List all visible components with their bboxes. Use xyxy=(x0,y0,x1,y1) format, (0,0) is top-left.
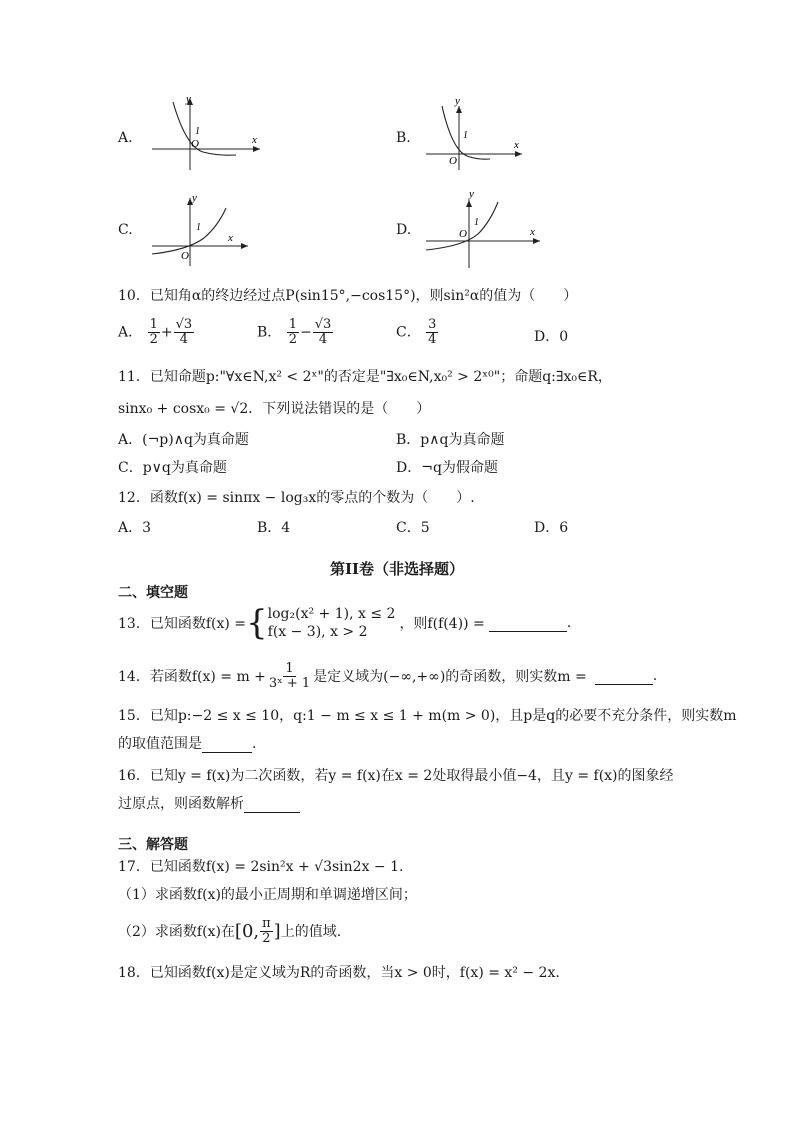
answer-blank[interactable] xyxy=(244,796,300,813)
answer-blank[interactable] xyxy=(595,668,653,685)
fraction: $\frac{1}{2}$ xyxy=(288,317,298,347)
q13-suffix: ，则f(f(4)) = xyxy=(399,616,485,632)
q12-option-b: B．4 xyxy=(257,520,291,536)
q14-end: . xyxy=(652,668,658,684)
fraction: $\frac{1}{2}$ xyxy=(149,317,158,347)
y-axis-label: y xyxy=(469,188,474,200)
x-axis-label: x xyxy=(514,139,519,151)
y-axis-label: y xyxy=(192,192,197,204)
case-1: log₂(x² + 1), x ≤ 2 xyxy=(267,606,396,622)
x-axis-label: x xyxy=(530,226,535,238)
q14-suffix: 是定义域为(−∞,+∞)的奇函数，则实数m = xyxy=(313,669,587,685)
q12-option-d: D．6 xyxy=(534,520,569,536)
q18-stem: 18．已知函数f(x)是定义域为R的奇函数，当x > 0时，f(x) = x² − 2x. xyxy=(118,965,560,981)
option-label: C． xyxy=(396,324,421,341)
q10-option-b: B． $\frac{1}{2}$ − $\frac{√3}{4}$ xyxy=(257,317,332,347)
option-label: C. xyxy=(118,222,133,238)
option-label: A． xyxy=(118,324,143,341)
q16-line2: 过原点，则函数解析 xyxy=(118,793,300,813)
q15-line2: 的取值范围是 . xyxy=(118,736,257,752)
tick-label: 1 xyxy=(474,217,479,228)
origin-label: O xyxy=(459,228,467,240)
q13 xyxy=(118,600,571,646)
q12-stem: 12．函数f(x) = sinπx − log₃x的零点的个数为（ ）. xyxy=(118,490,475,506)
q12-option-c: C．5 xyxy=(396,520,430,536)
q10-option-a: A． $\frac{1}{2}$ + $\frac{√3}{4}$ xyxy=(118,317,193,347)
option-label: B． xyxy=(257,324,282,341)
q15-line1: 15．已知p:−2 ≤ x ≤ 10，q:1 − m ≤ x ≤ 1 + m(m > 0)，且p是q的必要不充分条件，则实数m xyxy=(118,708,737,724)
q13-prefix: 13．已知函数f(x) = xyxy=(118,616,246,632)
q11-option-a: A．(¬p)∧q为真命题 xyxy=(118,432,249,448)
q10-option-d: D．0 xyxy=(534,329,569,345)
fraction: $\frac{1}{\text{3ˣ + 1}}$ xyxy=(268,660,311,691)
fraction: $\frac{3}{4}$ xyxy=(428,317,437,347)
fraction: $\frac{\pi}{2}$ xyxy=(262,915,271,946)
fraction: $\frac{√3}{4}$ xyxy=(314,317,332,347)
option-label: D. xyxy=(396,222,412,238)
graph-b-icon xyxy=(422,92,542,172)
q11-option-d: D．¬q为假命题 xyxy=(396,460,498,476)
case-2: f(x − 3), x > 2 xyxy=(267,624,368,640)
q17-part2: （2）求函数f(x)在 [0, $\frac{\pi}{2}$ ] 上的值域. xyxy=(118,915,342,946)
answer-blank[interactable] xyxy=(202,736,252,753)
option-label: A. xyxy=(118,130,133,146)
q13-end: . xyxy=(566,615,572,631)
origin-label: O xyxy=(191,138,199,150)
q10-option-c xyxy=(396,318,439,347)
q17-part1: （1）求函数f(x)的最小正周期和单调递增区间； xyxy=(118,887,417,903)
q11-line2: sinx₀ + cosx₀ = √2．下列说法错误的是（ ） xyxy=(118,401,431,417)
x-axis-label: x xyxy=(228,232,233,244)
q11-option-b: B．p∧q为真命题 xyxy=(396,432,505,448)
fraction: $\frac{√3}{4}$ xyxy=(175,317,193,347)
q12-option-a: A．3 xyxy=(118,520,152,536)
y-axis-label: y xyxy=(455,95,460,107)
x-axis-label: x xyxy=(252,134,257,146)
origin-label: O xyxy=(181,250,189,262)
section-heading: 二、填空题 xyxy=(118,585,188,601)
q11-line1: 11．已知命题p:"∀x∈N,x² < 2ˣ"的否定是"∃x₀∈N,x₀² > 2ˣ⁰"；命题q:∃x₀∈R， xyxy=(118,369,612,385)
graph-a-icon xyxy=(148,92,268,172)
tick-label: 1 xyxy=(196,222,201,233)
tick-label: 1 xyxy=(463,130,468,141)
q11-option-c: C．p∨q为真命题 xyxy=(118,460,227,476)
answer-blank[interactable] xyxy=(489,615,567,632)
q14-prefix: 14．若函数f(x) = m + xyxy=(118,669,266,685)
q10-stem: 10．已知角α的终边经过点P(sin15°,−cos15°)，则sin²α的值为（ ） xyxy=(118,288,578,304)
q16-line1: 16．已知y = f(x)为二次函数，若y = f(x)在x = 2处取得最小值−4，且y = f(x)的图象经 xyxy=(118,768,674,784)
graph-c-icon xyxy=(148,188,268,268)
q14 xyxy=(118,658,657,694)
brace-icon: { xyxy=(246,603,268,643)
piecewise-cases xyxy=(268,605,396,641)
option-label: B. xyxy=(396,130,411,146)
q17-stem: 17．已知函数f(x) = 2sin²x + √3sin2x − 1. xyxy=(118,859,404,875)
tick-label: 1 xyxy=(195,126,200,137)
section-heading: 三、解答题 xyxy=(118,837,188,853)
y-axis-label: y xyxy=(186,93,191,105)
section-title: 第II卷（非选择题） xyxy=(329,560,465,578)
graph-d-icon xyxy=(422,188,542,268)
origin-label: O xyxy=(449,155,457,167)
